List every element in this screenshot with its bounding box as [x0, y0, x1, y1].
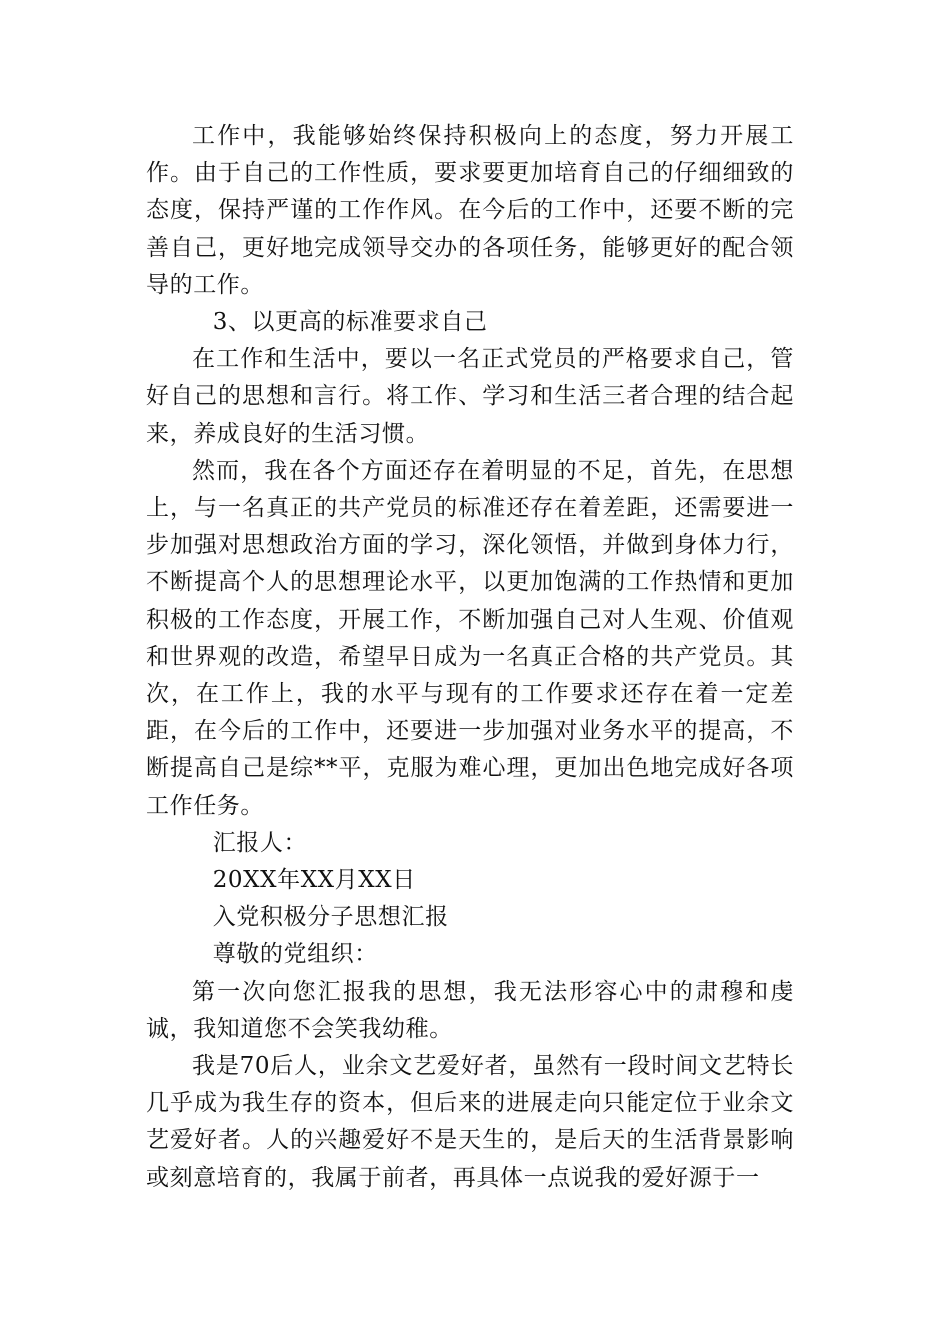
- report-date: 20XX年XX月XX日: [212, 867, 416, 894]
- paragraph-strict-requirements: 在工作和生活中，要以一名正式党员的严格要求自己，管好自己的思想和言行。将工作、学习和生活三者合理的结合起来，养成良好的生活习惯。: [146, 346, 794, 447]
- paragraph-first-report: 第一次向您汇报我的思想，我无法形容心中的肃穆和虔诚，我知道您不会笑我幼稚。: [146, 978, 794, 1042]
- salutation: 尊敬的党组织：: [212, 941, 378, 968]
- report-title: 入党积极分子思想汇报: [212, 904, 449, 931]
- paragraph-shortcomings: 然而，我在各个方面还存在着明显的不足，首先，在思想上，与一名真正的共产党员的标准还存在着差距，还需要进一步加强对思想政治方面的学习，深化领悟，并做到身体力行，不断提高个人的思想理论水平，以更加饱满的工作热情和更加积极的工作态度，开展工作，不断加强自己对人生观、价值观和世界观的改造，希望早日成为一名真正合格的共产党员。其次，在工作上，我的水平与现有的工作要求还存在着一定差距，在今后的工作中，还要进一步加强对业务水平的提高，不断提高自己是综**平，克服为难心理，更加出色地完成好各项工作任务。: [146, 457, 794, 819]
- document-page: [146, 118, 794, 1197]
- section-heading-higher-standard: 3、以更高的标准要求自己: [212, 309, 488, 336]
- paragraph-work-attitude: 工作中，我能够始终保持积极向上的态度，努力开展工作。由于自己的工作性质，要求要更加培育自己的仔细细致的态度，保持严谨的工作作风。在今后的工作中，还要不断的完善自己，更好地完成领导交办的各项任务，能够更好的配合领导的工作。: [146, 123, 794, 298]
- reporter-label: 汇报人：: [212, 829, 308, 856]
- paragraph-background: 我是70后人，业余文艺爱好者，虽然有一段时间文艺特长几乎成为我生存的资本，但后来的进展走向只能定位于业余文艺爱好者。人的兴趣爱好不是天生的，是后天的生活背景影响或刻意培育的，我属于前者，再具体一点说我的爱好源于一: [146, 1053, 794, 1191]
